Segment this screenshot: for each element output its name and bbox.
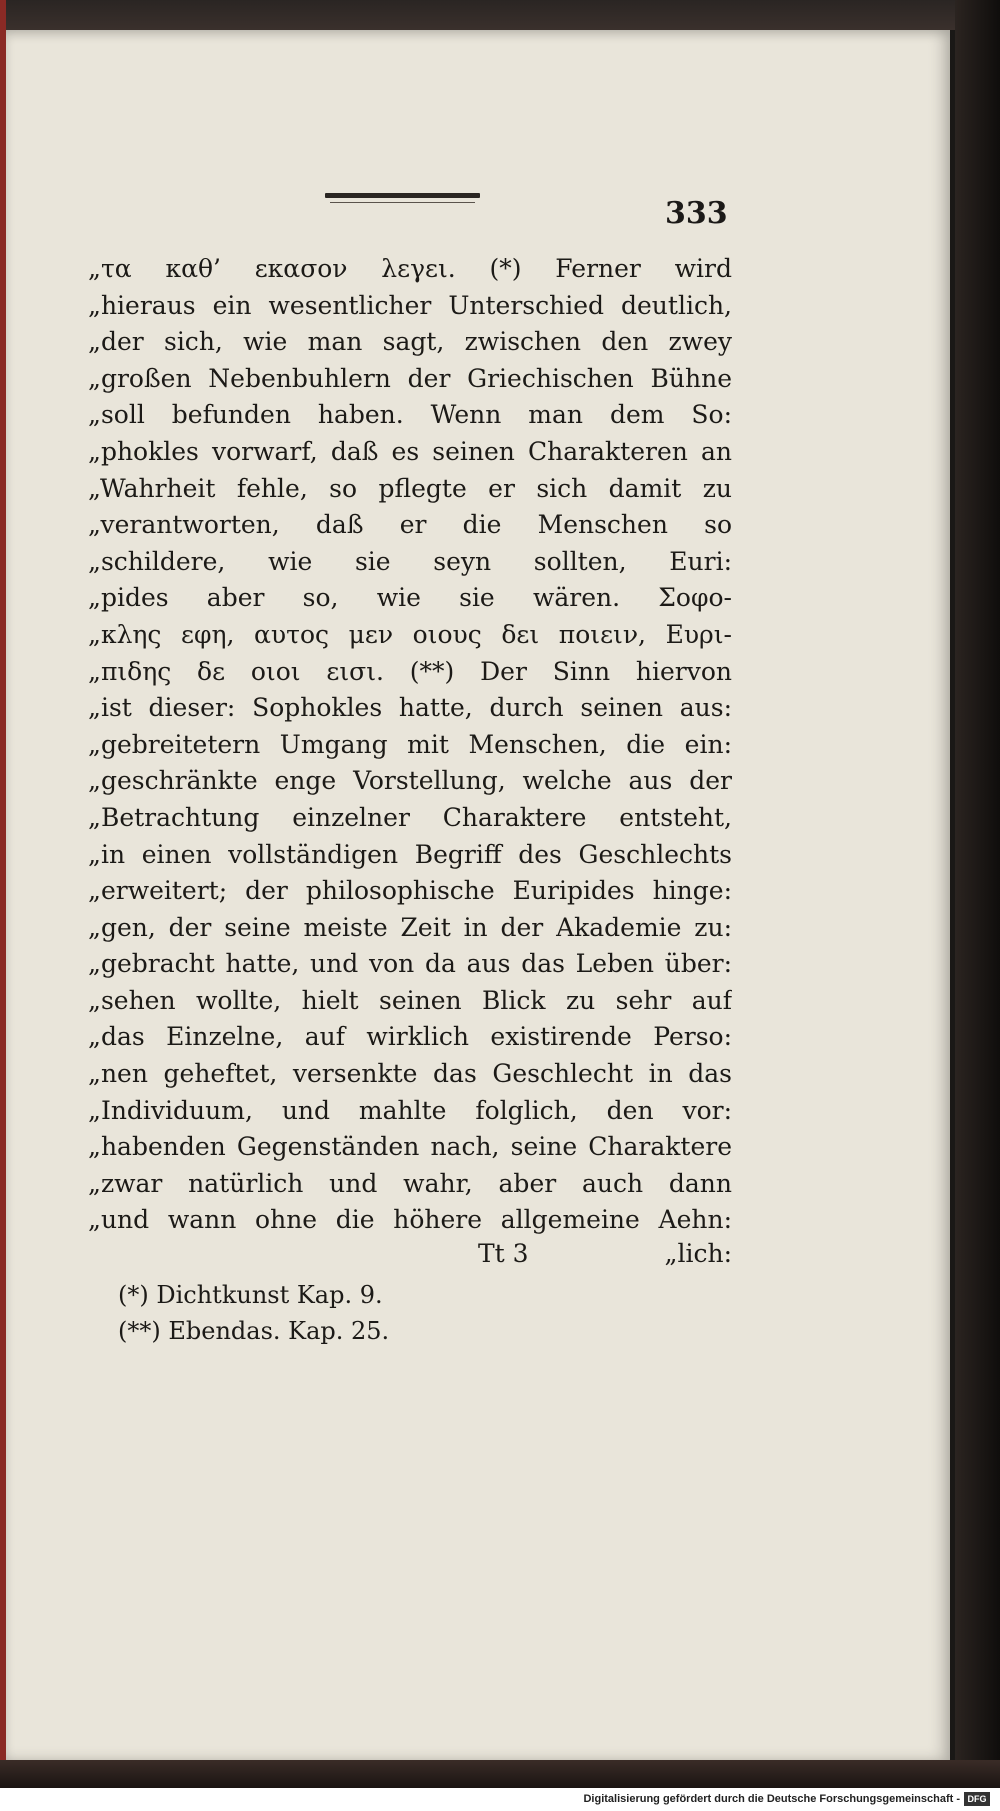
header-rule [325,193,480,198]
text-line: „gebreitetern Umgang mit Menschen, die ein: [88,729,732,759]
text-line: „sehen wollte, hielt seinen Blick zu sehr auf [88,985,732,1015]
page-number: 333 [665,196,728,231]
text-line: „nen geheftet, versenkte das Geschlecht in das [88,1059,732,1089]
text-line: „schildere, wie sie seyn sollten, Euri: [88,546,732,576]
footnotes [118,1277,518,1349]
catchword: „lich: [664,1239,732,1268]
text-line: „Betrachtung einzelner Charaktere entsteht, [88,802,732,832]
text-line: „Wahrheit fehle, so pflegte er sich damit zu [88,473,732,503]
text-line: „verantworten, daß er die Menschen so [88,510,732,540]
header-rule-thin [330,202,475,203]
footnote-1: (*) Dichtkunst Kap. 9. [118,1281,383,1309]
signature-mark: Tt 3 [478,1239,529,1268]
text-line: „phokles vorwarf, daß es seinen Charakteren an [88,436,732,466]
text-line: „pides aber so, wie sie wären. Σοφο- [88,583,732,613]
text-line: „zwar natürlich und wahr, aber auch dann [88,1168,732,1198]
text-line: „der sich, wie man sagt, zwischen den zwey [88,327,732,357]
footer-credit: Digitalisierung gefördert durch die Deutsche Forschungsgemeinschaft - [583,1793,960,1805]
text-line: „Individuum, und mahlte folglich, den vor: [88,1095,732,1125]
text-line: „πιδης δε οιοι εισι. (**) Der Sinn hiervon [88,656,732,686]
text-line: „κλης εφη, αυτος μεν οιους δει ποιειν, Ευρι- [88,619,732,649]
book-spine-shadow [955,0,1000,1780]
page-foot-line [88,1239,732,1275]
dfg-logo-icon: DFG [964,1792,990,1806]
text-line: „das Einzelne, auf wirklich existirende Perso: [88,1022,732,1052]
text-line: „großen Nebenbuhlern der Griechischen Bühne [88,363,732,393]
text-line: „habenden Gegenständen nach, seine Charaktere [88,1132,732,1162]
text-line: „und wann ohne die höhere allgemeine Aehn: [88,1205,732,1235]
text-line: „hieraus ein wesentlicher Unterschied deutlich, [88,290,732,320]
scan-top-edge [0,0,1000,30]
text-line: „geschränkte enge Vorstellung, welche aus der [88,766,732,796]
text-line: „in einen vollständigen Begriff des Geschlechts [88,839,732,869]
text-line: „ist dieser: Sophokles hatte, durch seinen aus: [88,693,732,723]
body-text [88,251,732,1239]
text-line: „soll befunden haben. Wenn man dem So: [88,400,732,430]
scan-bottom-edge [0,1760,1000,1788]
text-line: „gebracht hatte, und von da aus das Leben über: [88,949,732,979]
text-line: „τα καθ’ εκασον λεγει. (*) Ferner wird [88,254,732,283]
text-line: „gen, der seine meiste Zeit in der Akademie zu: [88,912,732,942]
footnote-2: (**) Ebendas. Kap. 25. [118,1317,390,1345]
text-line: „erweitert; der philosophische Euripides hinge: [88,876,732,906]
